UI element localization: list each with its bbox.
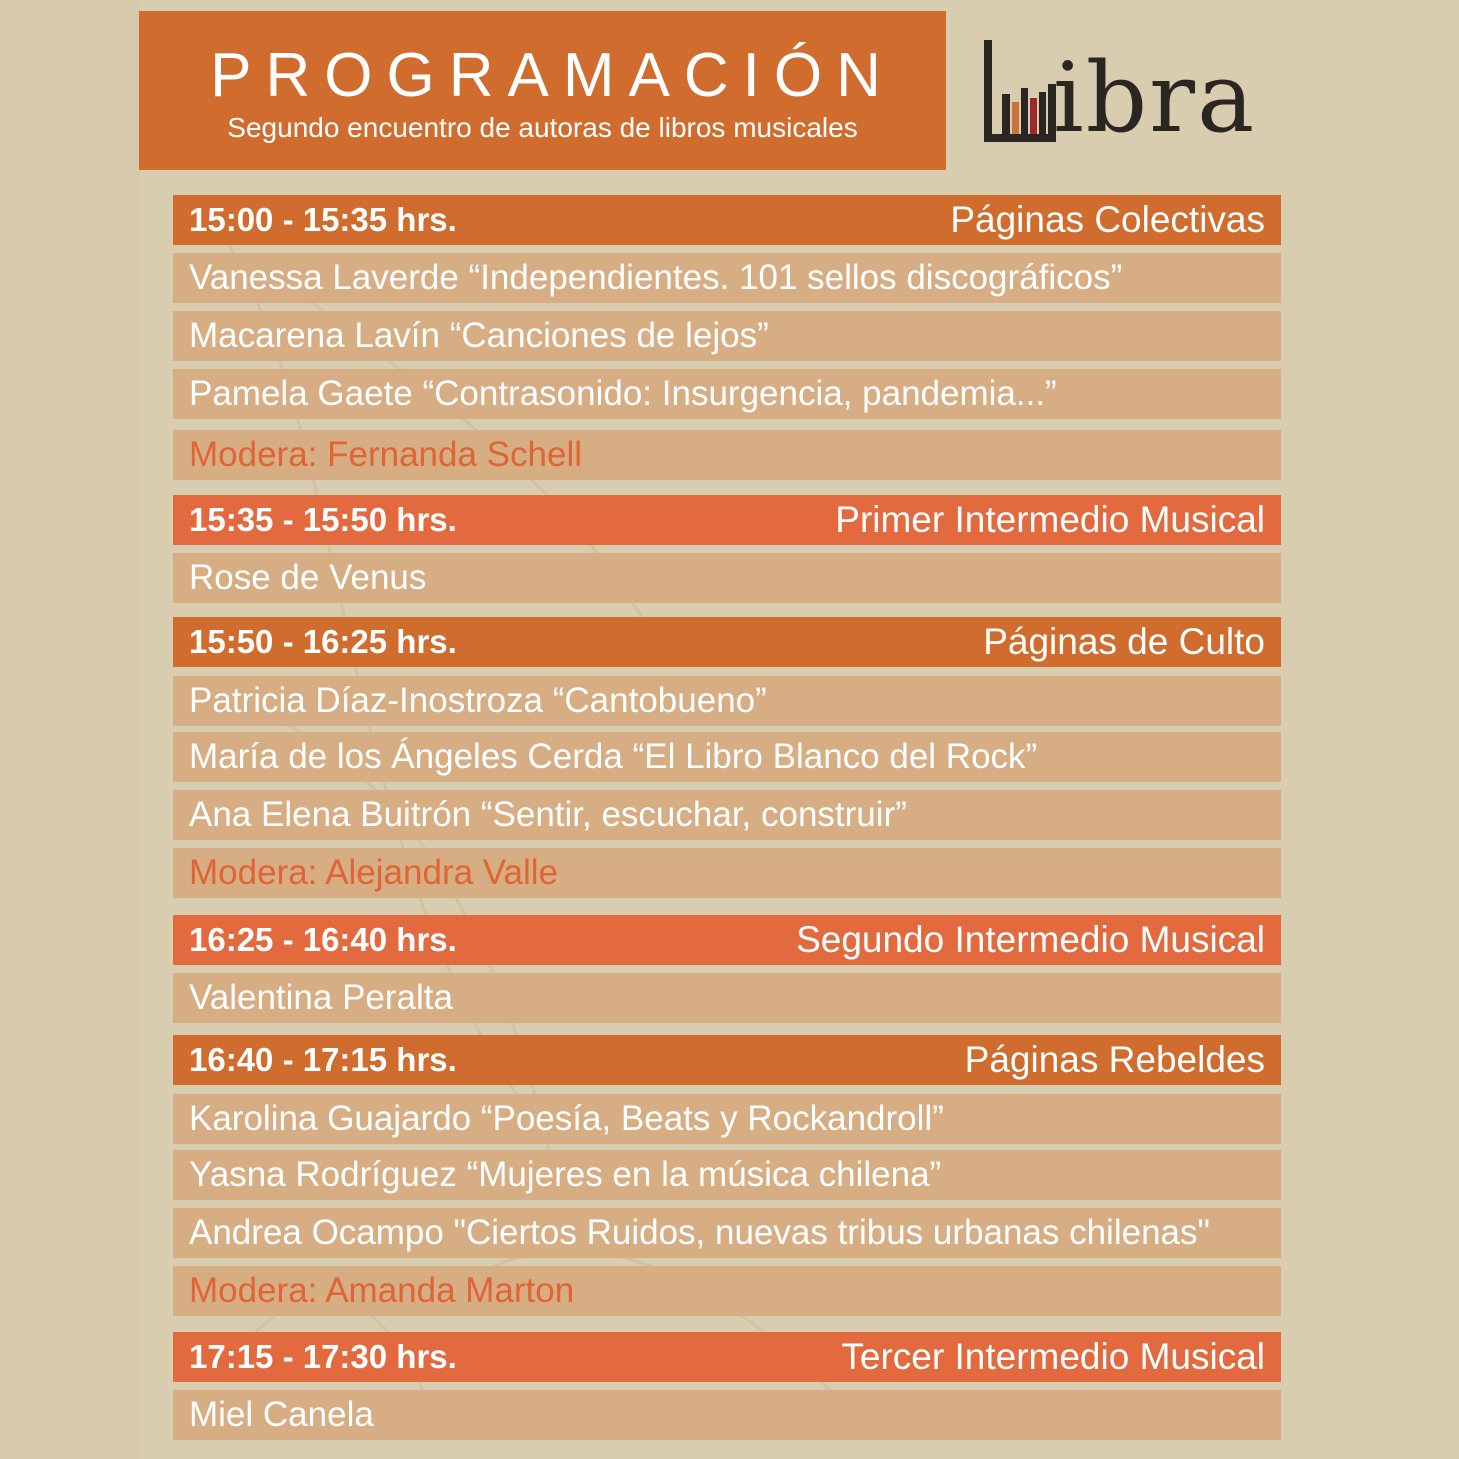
session-title: Primer Intermedio Musical — [835, 499, 1265, 540]
list-item: Rose de Venus — [173, 553, 1281, 603]
session-header — [173, 1332, 1281, 1382]
session-time: 15:35 - 15:50 hrs. — [189, 501, 457, 538]
session-title: Páginas de Culto — [983, 621, 1265, 662]
list-item: Miel Canela — [173, 1390, 1281, 1440]
list-item: María de los Ángeles Cerda “El Libro Blanco del Rock” — [173, 732, 1281, 782]
session-time: 15:00 - 15:35 hrs. — [189, 201, 457, 238]
page-subtitle: Segundo encuentro de autoras de libros musicales — [227, 112, 858, 143]
moderator-item: Modera: Amanda Marton — [173, 1266, 1281, 1316]
list-item: Vanessa Laverde “Independientes. 101 sellos discográficos” — [173, 253, 1281, 303]
session-title: Tercer Intermedio Musical — [841, 1336, 1265, 1377]
moderator-item: Modera: Alejandra Valle — [173, 848, 1281, 898]
list-item: Patricia Díaz-Inostroza “Cantobueno” — [173, 676, 1281, 726]
session-title: Segundo Intermedio Musical — [796, 919, 1265, 960]
session-title: Páginas Colectivas — [950, 199, 1265, 240]
session-time: 15:50 - 16:25 hrs. — [189, 623, 457, 660]
list-item: Macarena Lavín “Canciones de lejos” — [173, 311, 1281, 361]
page-title: PROGRAMACIÓN — [210, 41, 895, 110]
list-item: Yasna Rodríguez “Mujeres en la música chilena” — [173, 1150, 1281, 1200]
session-time: 16:40 - 17:15 hrs. — [189, 1041, 457, 1078]
list-item: Ana Elena Buitrón “Sentir, escuchar, construir” — [173, 790, 1281, 840]
list-item: Karolina Guajardo “Poesía, Beats y Rockandroll” — [173, 1094, 1281, 1144]
session-header — [173, 915, 1281, 965]
books-L-icon — [980, 38, 1060, 148]
logo-wordmark: ibra — [1053, 42, 1257, 154]
session-header — [173, 617, 1281, 667]
list-item: Andrea Ocampo "Ciertos Ruidos, nuevas tribus urbanas chilenas" — [173, 1208, 1281, 1258]
session-header — [173, 195, 1281, 245]
session-header — [173, 1035, 1281, 1085]
session-title: Páginas Rebeldes — [964, 1039, 1265, 1080]
session-header — [173, 495, 1281, 545]
list-item: Valentina Peralta — [173, 973, 1281, 1023]
session-time: 17:15 - 17:30 hrs. — [189, 1338, 457, 1375]
left-margin — [0, 0, 140, 1459]
session-time: 16:25 - 16:40 hrs. — [189, 921, 457, 958]
list-item: Pamela Gaete “Contrasonido: Insurgencia, pandemia...” — [173, 369, 1281, 419]
header-banner — [139, 11, 946, 170]
moderator-item: Modera: Fernanda Schell — [173, 430, 1281, 480]
